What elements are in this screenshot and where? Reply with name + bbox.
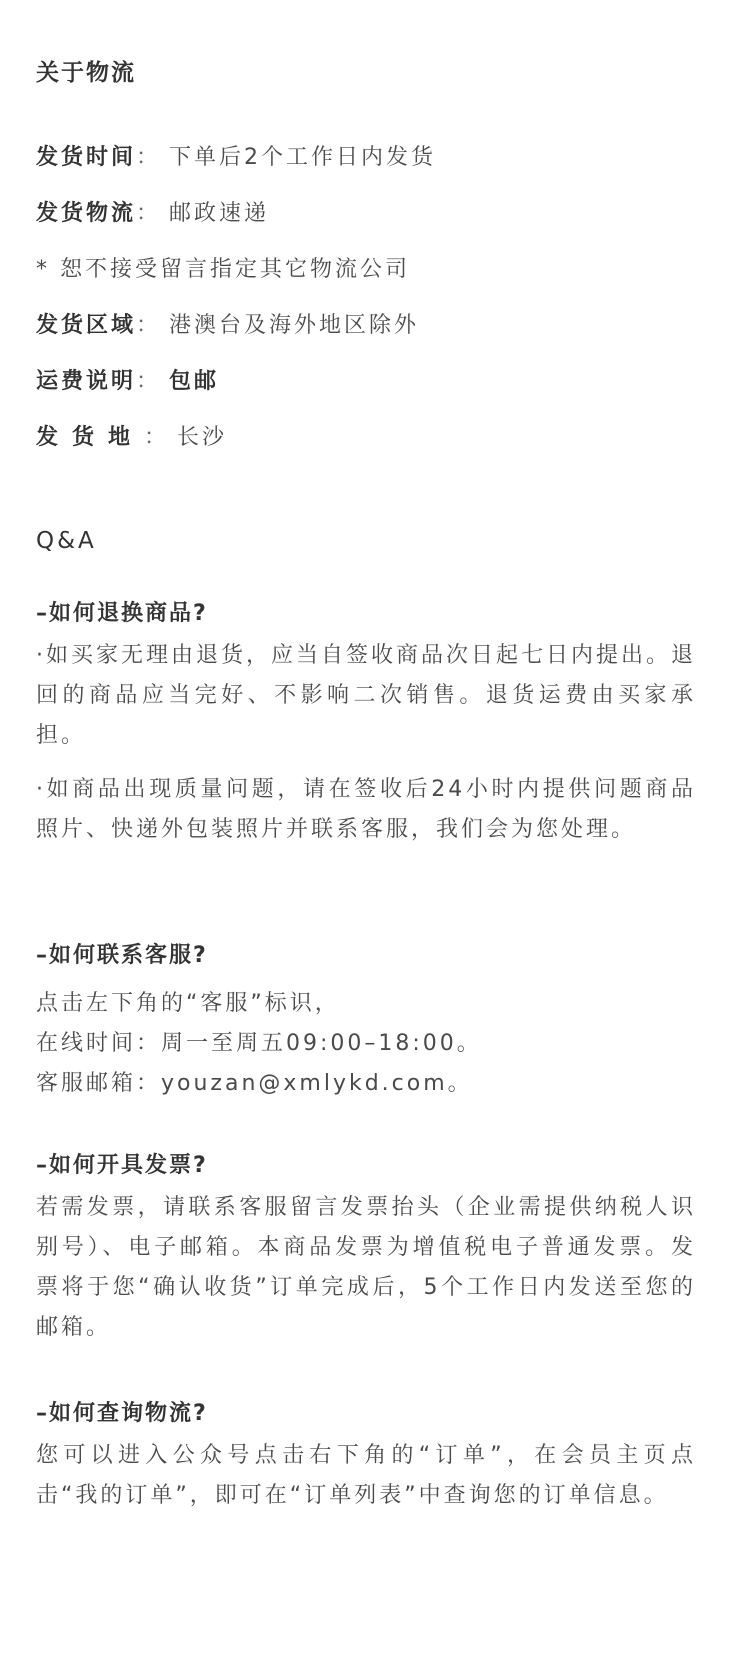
question-returns: –如何退换商品? xyxy=(36,601,208,626)
carrier-value: 邮政速递 xyxy=(169,201,270,226)
answer-contact-hours: 在线时间：周一至周五09:00–18:00。 xyxy=(36,1031,482,1056)
ship-time-label: 发货时间 xyxy=(36,145,137,170)
info-row-region xyxy=(36,308,419,339)
answer-returns-no-reason: ·如买家无理由退货，应当自签收商品次日起七日内提出。退回的商品应当完好、不影响二次销售。退货运费由买家承担。 xyxy=(36,643,696,748)
info-row-origin xyxy=(36,420,227,451)
qa-title: Q&A xyxy=(36,528,97,554)
answer-contact-hint: 点击左下角的“客服”标识， xyxy=(36,991,340,1016)
answer-track-logistics: 您可以进入公众号点击右下角的“订单”，在会员主页点击“我的订单”，即可在“订单列表”中查询您的订单信息。 xyxy=(36,1443,696,1508)
region-label: 发货区域 xyxy=(36,313,137,338)
ship-time-sep: ： xyxy=(136,145,162,170)
carrier-label: 发货物流 xyxy=(36,201,137,226)
shipping-fee-sep: ： xyxy=(136,369,162,394)
origin-value: 长沙 xyxy=(177,425,228,450)
carrier-note: * 恕不接受留言指定其它物流公司 xyxy=(36,257,410,282)
ship-time-value: 下单后2个工作日内发货 xyxy=(169,145,437,170)
info-row-ship-time xyxy=(36,140,436,171)
region-sep: ： xyxy=(136,313,162,338)
logistics-title: 关于物流 xyxy=(36,60,136,86)
shipping-fee-value: 包邮 xyxy=(169,369,220,394)
question-invoice: –如何开具发票? xyxy=(36,1153,208,1178)
region-value: 港澳台及海外地区除外 xyxy=(169,313,420,338)
answer-returns-quality: ·如商品出现质量问题，请在签收后24小时内提供问题商品照片、快递外包装照片并联系客服，我们会为您处理。 xyxy=(36,777,696,842)
answer-invoice: 若需发票，请联系客服留言发票抬头（企业需提供纳税人识别号）、电子邮箱。本商品发票为增值税电子普通发票。发票将于您“确认收货”订单完成后，5个工作日内发送至您的邮箱。 xyxy=(36,1195,696,1340)
info-row-carrier xyxy=(36,196,269,227)
origin-label: 发货地 xyxy=(36,425,145,450)
question-contact-service: –如何联系客服? xyxy=(36,943,208,968)
answer-contact-email: 客服邮箱：youzan@xmlykd.com。 xyxy=(36,1071,473,1096)
carrier-sep: ： xyxy=(136,201,162,226)
info-row-shipping-fee xyxy=(36,364,219,395)
origin-sep: ： xyxy=(144,425,170,450)
shipping-fee-label: 运费说明 xyxy=(36,369,137,394)
question-track-logistics: –如何查询物流? xyxy=(36,1401,208,1426)
